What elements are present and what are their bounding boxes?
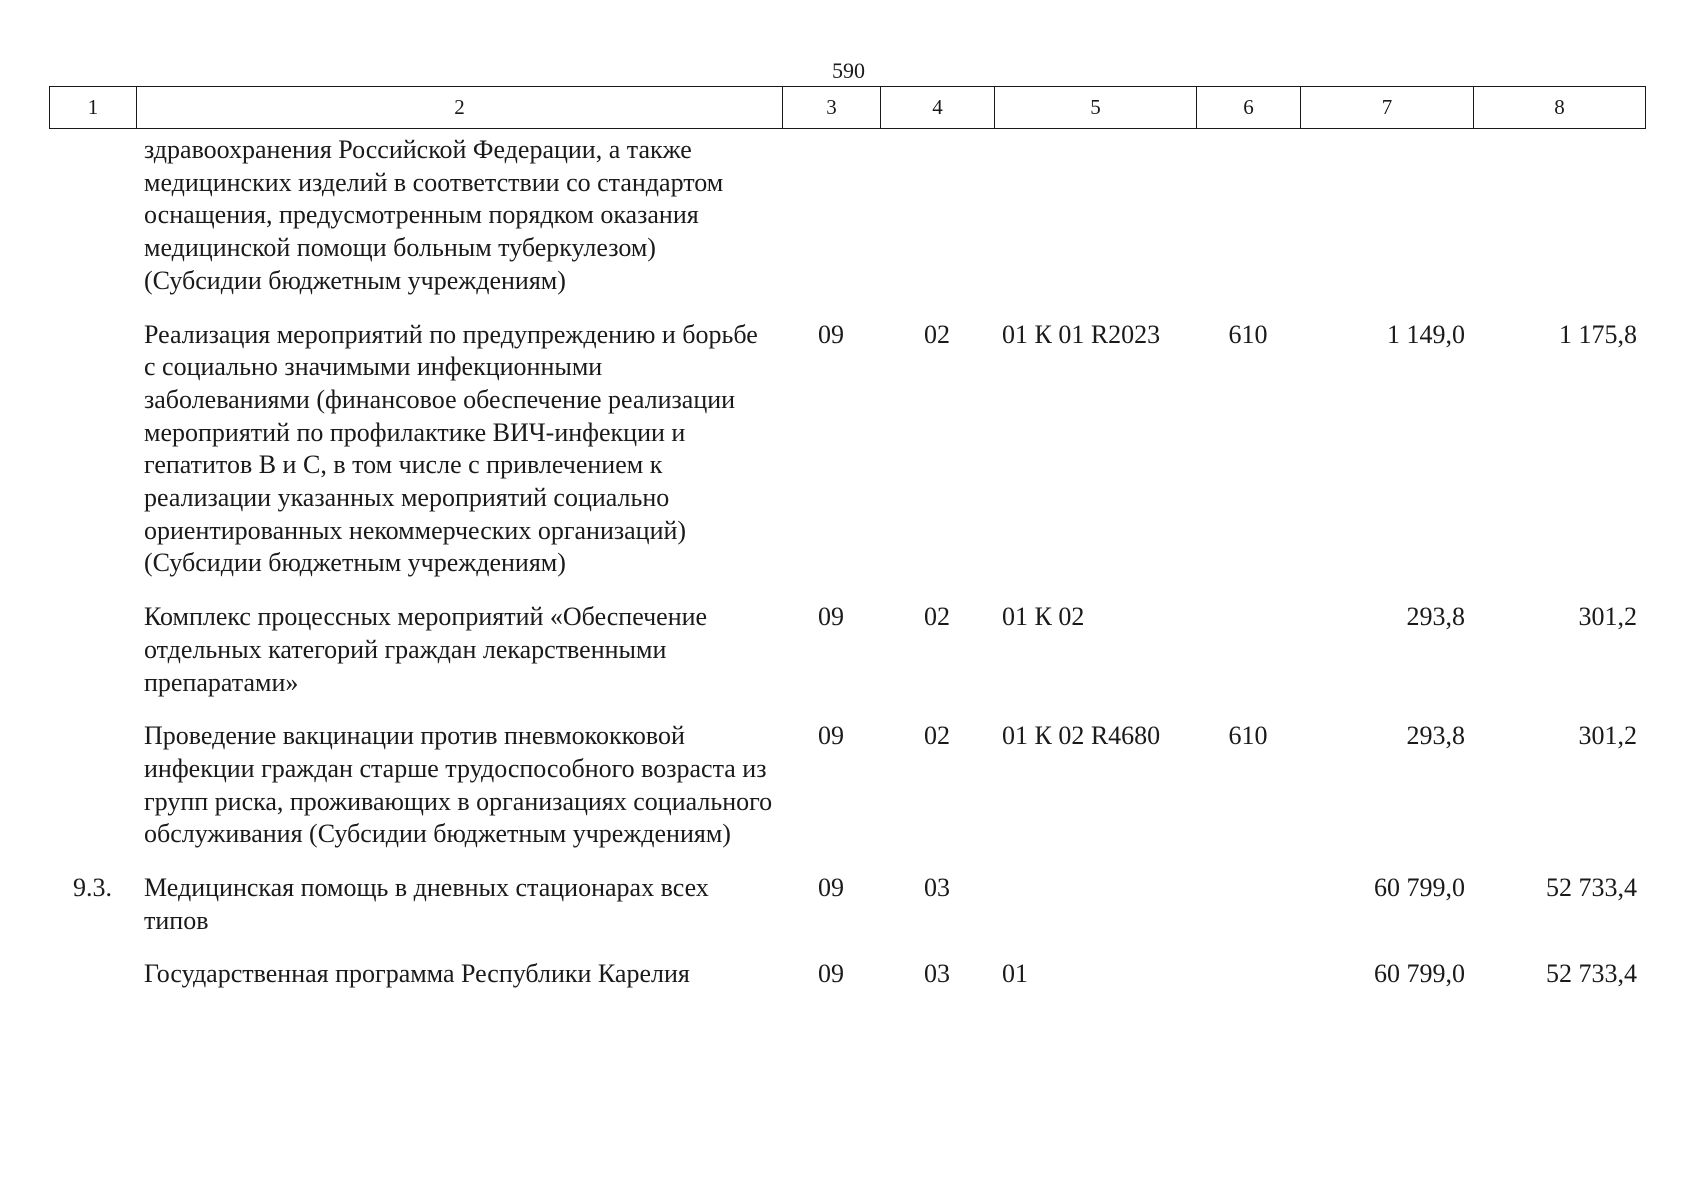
row-vr: 610 (1228, 721, 1268, 751)
row-sum-1: 60 799,0 (1374, 873, 1465, 903)
row-name: Проведение вакцинации против пневмококковой инфекции граждан старше трудоспособного возраста из групп риска, проживающих в организациях социального обслуживания (Субсидии бюджетным учреждениям) (144, 721, 773, 849)
column-header: 5 (995, 87, 1197, 129)
column-header: 2 (137, 87, 783, 129)
row-vr: 610 (1228, 319, 1268, 349)
row-name: Государственная программа Республики Карелия (144, 959, 690, 989)
row-pr: 03 (924, 873, 950, 903)
row-sum-1: 60 799,0 (1374, 959, 1465, 989)
table-row (49, 134, 1645, 319)
row-name: Реализация мероприятий по предупреждению и борьбе с социально значимыми инфекционными заболеваниями (финансовое обеспечение реализации мероприятий по профилактике ВИЧ-инфекции и гепатитов В и С, в том числе с привлечением к реализации указанных мероприятий социально ориентированных некоммерческих организаций) (Субсидии бюджетным учреждениям) (144, 319, 758, 578)
column-header: 4 (881, 87, 995, 129)
row-sum-2 (1473, 134, 1645, 319)
row-number (49, 319, 136, 602)
column-header: 6 (1197, 87, 1301, 129)
row-number (49, 958, 136, 1012)
budget-table (49, 134, 1645, 1012)
row-number (49, 601, 136, 720)
row-csr: 01 (1002, 959, 1028, 989)
row-csr (994, 872, 1196, 958)
row-sum-1: 293,8 (1406, 602, 1465, 632)
table-row (49, 601, 1645, 720)
row-rz: 09 (818, 873, 844, 903)
row-vr (1196, 872, 1300, 958)
table-row (49, 958, 1645, 1012)
row-vr (1196, 601, 1300, 720)
column-header: 8 (1474, 87, 1646, 129)
row-sum-2: 301,2 (1578, 721, 1637, 751)
row-vr (1196, 134, 1300, 319)
row-name: Комплекс процессных мероприятий «Обеспечение отдельных категорий граждан лекарственными препаратами» (144, 602, 708, 697)
row-csr: 01 К 02 R4680 (1002, 721, 1161, 751)
row-number (49, 720, 136, 872)
row-csr (994, 134, 1196, 319)
column-header: 1 (50, 87, 137, 129)
table-row (49, 319, 1645, 602)
row-sum-1: 1 149,0 (1387, 319, 1465, 349)
row-csr: 01 К 01 R2023 (1002, 319, 1161, 349)
row-rz: 09 (818, 721, 844, 751)
row-sum-1: 293,8 (1406, 721, 1465, 751)
row-name: здравоохранения Российской Федерации, а также медицинских изделий в соответствии со стандартом оснащения, предусмотренным порядком оказания медицинской помощи больным туберкулезом) (Субсидии бюджетным учреждениям) (144, 135, 724, 295)
row-pr (880, 134, 994, 319)
row-pr: 03 (924, 959, 950, 989)
row-rz: 09 (818, 319, 844, 349)
row-pr: 02 (924, 319, 950, 349)
column-header: 7 (1301, 87, 1474, 129)
table-row (49, 872, 1645, 958)
row-pr: 02 (924, 602, 950, 632)
column-number-header (49, 86, 1646, 129)
row-sum-2: 52 733,4 (1546, 959, 1637, 989)
column-header: 3 (783, 87, 881, 129)
row-csr: 01 К 02 (1002, 602, 1085, 632)
row-name: Медицинская помощь в дневных стационарах всех типов (144, 873, 709, 935)
table-row (49, 720, 1645, 872)
row-rz: 09 (818, 959, 844, 989)
row-pr: 02 (924, 721, 950, 751)
header-row (50, 87, 1646, 129)
row-sum-2: 301,2 (1578, 602, 1637, 632)
row-sum-2: 1 175,8 (1559, 319, 1637, 349)
row-number: 9.3. (73, 873, 112, 903)
row-sum-1 (1300, 134, 1473, 319)
row-sum-2: 52 733,4 (1546, 873, 1637, 903)
row-number (49, 134, 136, 319)
row-rz: 09 (818, 602, 844, 632)
row-vr (1196, 958, 1300, 1012)
row-rz (782, 134, 880, 319)
page-number: 590 (832, 58, 865, 83)
